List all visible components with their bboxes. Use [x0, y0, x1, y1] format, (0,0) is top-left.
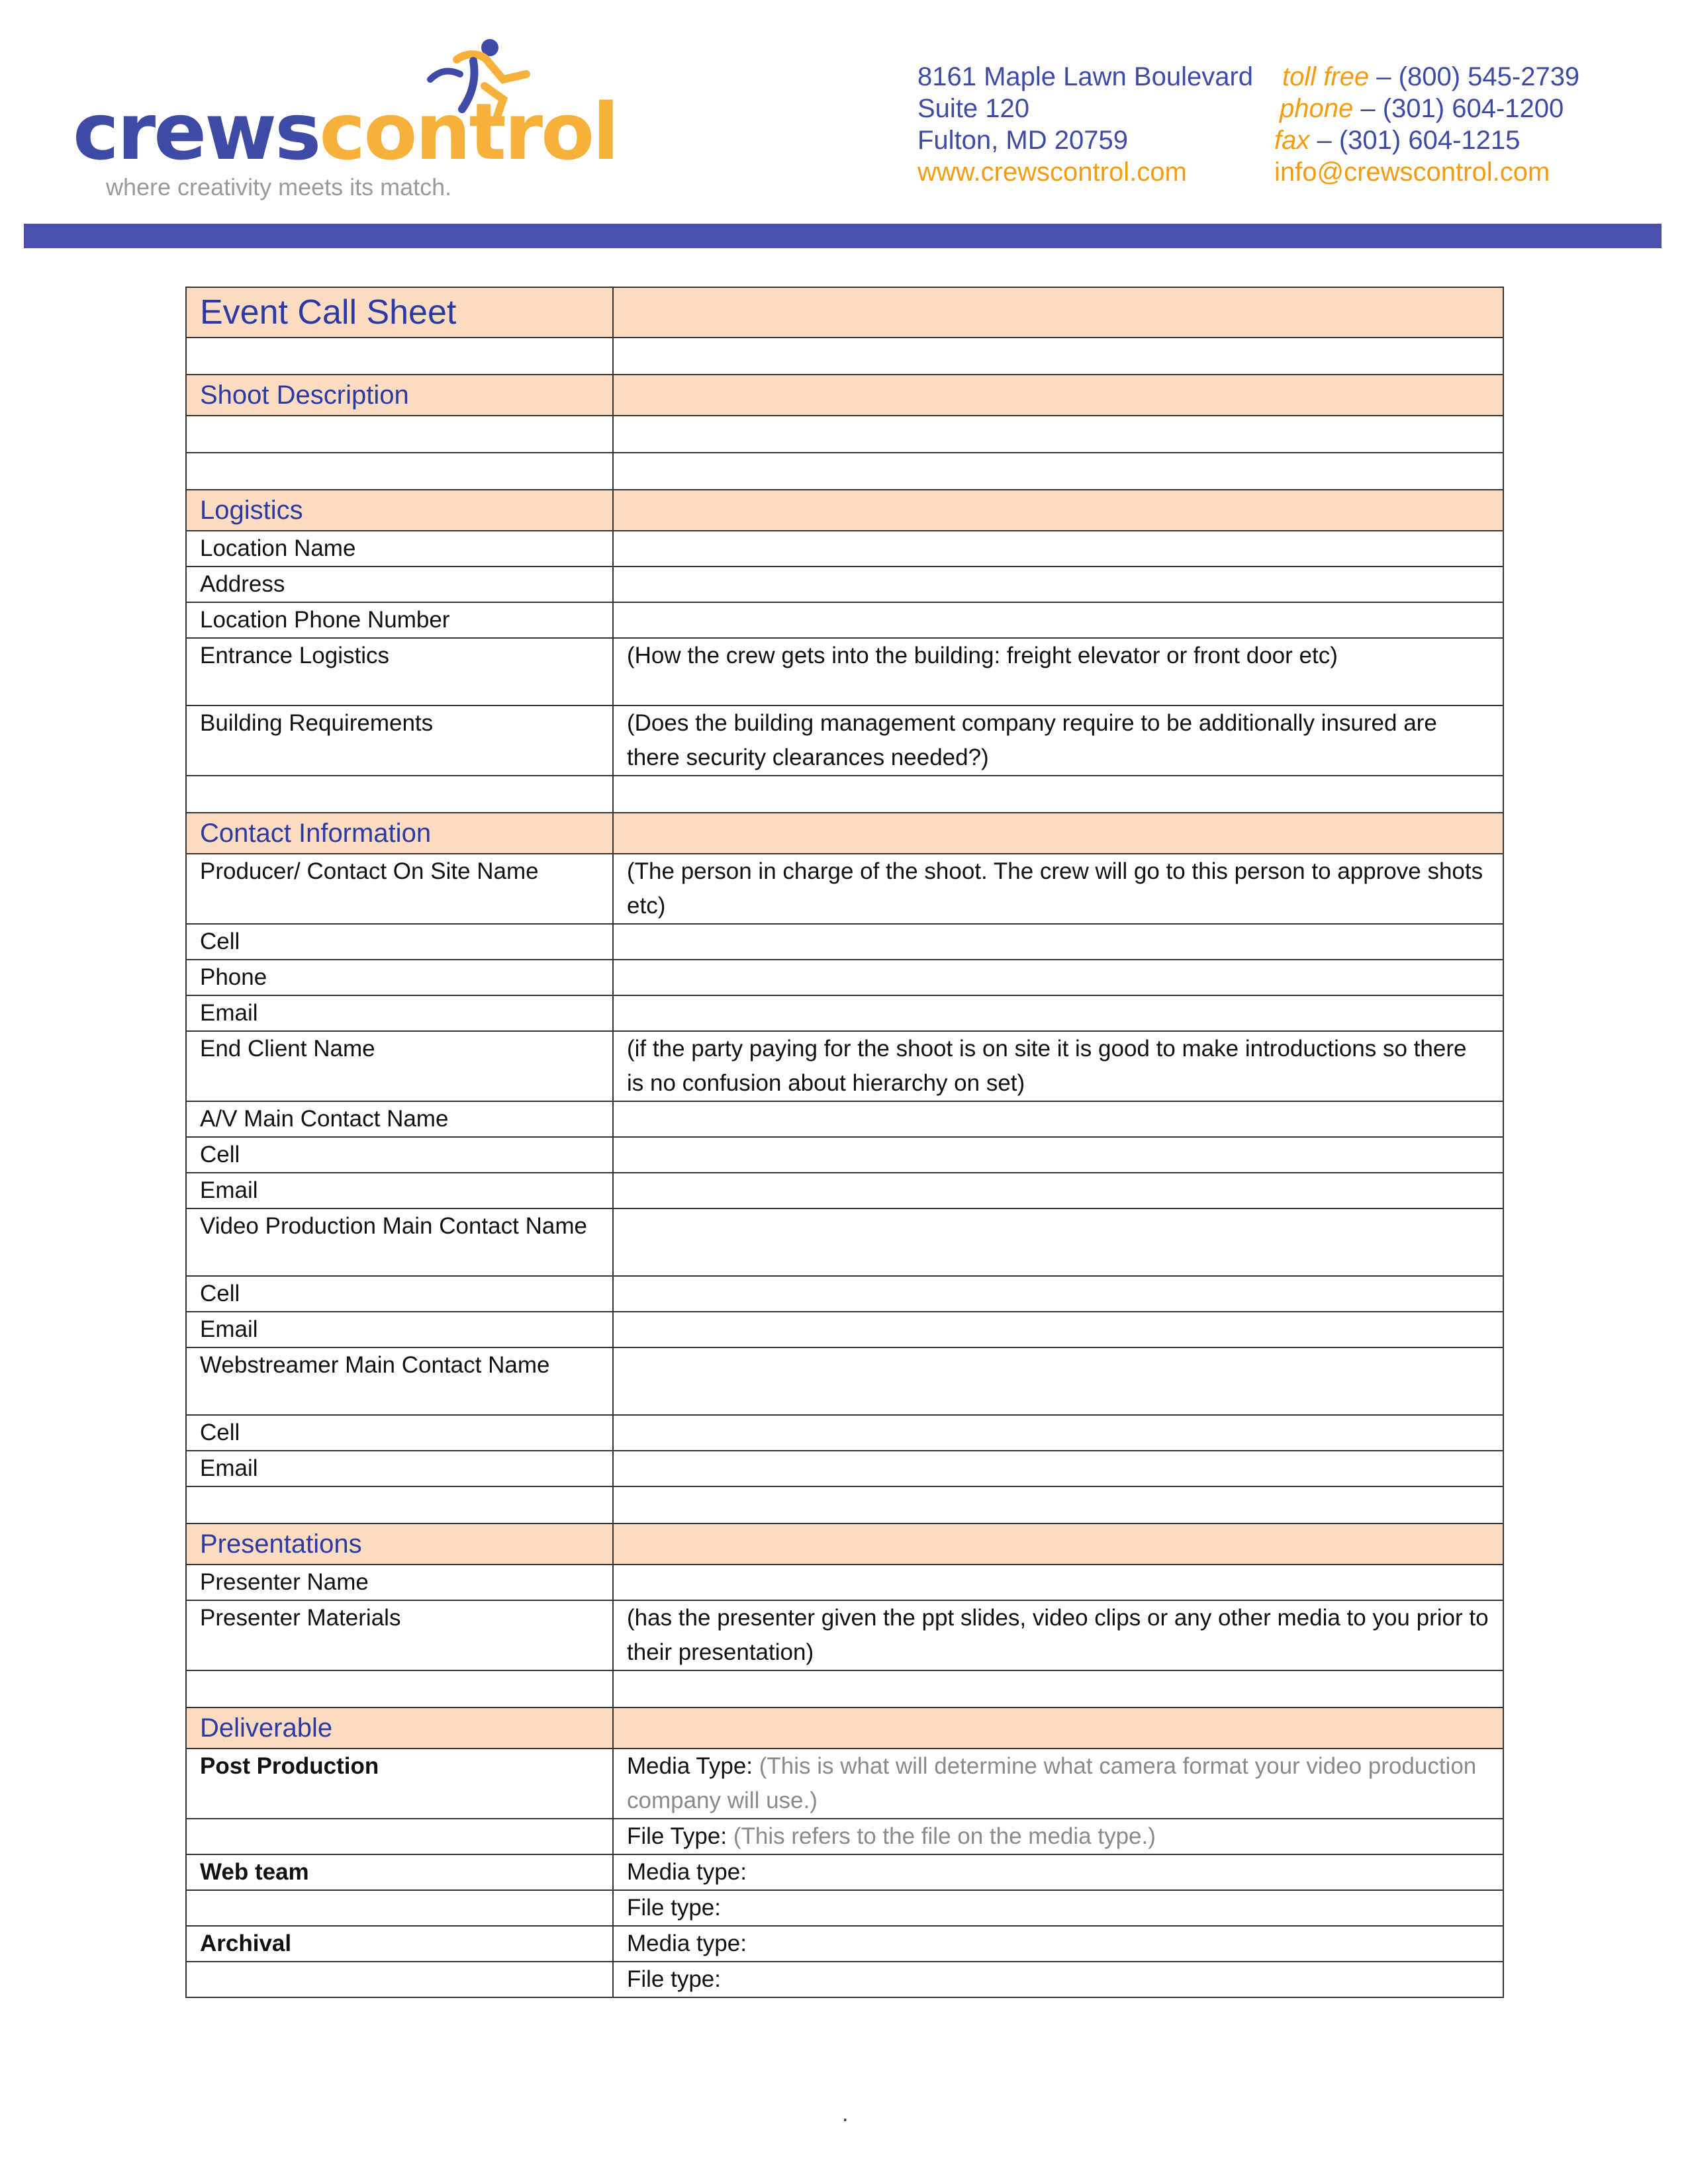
- logo-tagline: where creativity meets its match.: [106, 173, 452, 201]
- location-name-label: Location Name: [186, 531, 613, 567]
- header-divider: [24, 224, 1662, 248]
- section-heading-shoot: Shoot Description: [186, 375, 613, 416]
- table-row: [186, 1031, 1503, 1101]
- video-cell-field[interactable]: [613, 1276, 1503, 1312]
- website-link[interactable]: www.crewscontrol.com: [917, 158, 1187, 187]
- form-title: Event Call Sheet: [186, 287, 613, 338]
- section-fill-cell: [613, 1707, 1503, 1749]
- blank-cell[interactable]: [186, 776, 613, 813]
- video-cell-label: Cell: [186, 1276, 613, 1312]
- address-line2: Suite 120: [917, 94, 1030, 123]
- av-cell-label: Cell: [186, 1137, 613, 1173]
- av-contact-field[interactable]: [613, 1101, 1503, 1137]
- blank-cell[interactable]: [613, 1486, 1503, 1524]
- web-file-type-field[interactable]: File type:: [613, 1890, 1503, 1926]
- section-row-contact: [186, 813, 1503, 854]
- contact-block: [1274, 61, 1579, 188]
- table-row: [186, 1890, 1503, 1926]
- av-email-field[interactable]: [613, 1173, 1503, 1208]
- address-line1: 8161 Maple Lawn Boulevard: [917, 62, 1254, 91]
- blank-cell[interactable]: [186, 1819, 613, 1854]
- shoot-description-value[interactable]: [613, 416, 1503, 453]
- post-production-label: Post Production: [186, 1749, 613, 1819]
- blank-cell[interactable]: [186, 338, 613, 375]
- location-phone-field[interactable]: [613, 602, 1503, 638]
- section-row-logistics: [186, 490, 1503, 531]
- table-row: [186, 705, 1503, 776]
- fax-line: [1274, 124, 1579, 156]
- av-contact-label: A/V Main Contact Name: [186, 1101, 613, 1137]
- end-client-label: End Client Name: [186, 1031, 613, 1101]
- company-logo: [73, 33, 618, 205]
- section-row-presentations: [186, 1524, 1503, 1565]
- video-email-field[interactable]: [613, 1312, 1503, 1347]
- video-contact-label: Video Production Main Contact Name: [186, 1208, 613, 1276]
- webstreamer-cell-label: Cell: [186, 1415, 613, 1451]
- building-requirements-label: Building Requirements: [186, 705, 613, 776]
- blank-cell[interactable]: [186, 1486, 613, 1524]
- blank-row: [186, 416, 1503, 453]
- file-type-hint: (This refers to the file on the media type.): [727, 1823, 1156, 1849]
- entrance-logistics-field[interactable]: (How the crew gets into the building: freight elevator or front door etc): [613, 638, 1503, 705]
- web-media-type-field[interactable]: Media type:: [613, 1854, 1503, 1890]
- blank-row: [186, 1486, 1503, 1524]
- media-type-label: Media Type:: [627, 1753, 753, 1779]
- address-line3: Fulton, MD 20759: [917, 126, 1128, 155]
- phone-label: phone: [1280, 94, 1354, 123]
- section-heading-logistics: Logistics: [186, 490, 613, 531]
- blank-cell[interactable]: [186, 1962, 613, 1997]
- table-row: [186, 1347, 1503, 1415]
- blank-row: [186, 338, 1503, 375]
- archival-file-type-field[interactable]: File type:: [613, 1962, 1503, 1997]
- logo-word-crews: crews: [73, 86, 320, 177]
- producer-email-label: Email: [186, 995, 613, 1031]
- table-row: [186, 1451, 1503, 1486]
- blank-cell[interactable]: [613, 338, 1503, 375]
- fax-value: – (301) 604-1215: [1309, 126, 1521, 155]
- address-field[interactable]: [613, 567, 1503, 602]
- section-fill-cell: [613, 813, 1503, 854]
- webstreamer-cell-field[interactable]: [613, 1415, 1503, 1451]
- blank-cell[interactable]: [613, 1670, 1503, 1707]
- location-name-field[interactable]: [613, 531, 1503, 567]
- section-fill-cell: [613, 1524, 1503, 1565]
- webstreamer-email-label: Email: [186, 1451, 613, 1486]
- producer-contact-field[interactable]: (The person in charge of the shoot. The crew will go to this person to approve shots etc): [613, 854, 1503, 924]
- shoot-description-cell[interactable]: [186, 453, 613, 490]
- blank-row: [186, 1670, 1503, 1707]
- tollfree-value: – (800) 545-2739: [1369, 62, 1580, 91]
- shoot-description-cell[interactable]: [186, 416, 613, 453]
- presenter-materials-label: Presenter Materials: [186, 1600, 613, 1670]
- producer-phone-label: Phone: [186, 960, 613, 995]
- blank-cell[interactable]: [613, 776, 1503, 813]
- file-type-label: File Type:: [627, 1823, 727, 1849]
- presenter-name-label: Presenter Name: [186, 1565, 613, 1600]
- blank-row: [186, 453, 1503, 490]
- producer-contact-label: Producer/ Contact On Site Name: [186, 854, 613, 924]
- section-heading-deliverable: Deliverable: [186, 1707, 613, 1749]
- tollfree-label: toll free: [1282, 62, 1370, 91]
- section-heading-presentations: Presentations: [186, 1524, 613, 1565]
- producer-email-field[interactable]: [613, 995, 1503, 1031]
- table-row: [186, 1101, 1503, 1137]
- email-link[interactable]: info@crewscontrol.com: [1274, 158, 1550, 187]
- phone-line: [1280, 93, 1579, 124]
- shoot-description-value[interactable]: [613, 453, 1503, 490]
- address-block: [917, 61, 1253, 188]
- building-requirements-field[interactable]: (Does the building management company require to be additionally insured are there security clearances needed?): [613, 705, 1503, 776]
- table-row: [186, 995, 1503, 1031]
- blank-row: [186, 776, 1503, 813]
- table-row: [186, 854, 1503, 924]
- table-row: [186, 1962, 1503, 1997]
- call-sheet-table: [185, 287, 1504, 1998]
- table-row: [186, 1565, 1503, 1600]
- table-row: [186, 1208, 1503, 1276]
- table-row: [186, 1173, 1503, 1208]
- presenter-name-field[interactable]: [613, 1565, 1503, 1600]
- web-team-label: Web team: [186, 1854, 613, 1890]
- table-row: [186, 1600, 1503, 1670]
- video-contact-field[interactable]: [613, 1208, 1503, 1276]
- entrance-logistics-label: Entrance Logistics: [186, 638, 613, 705]
- table-row: [186, 1415, 1503, 1451]
- blank-cell[interactable]: [186, 1670, 613, 1707]
- table-row: [186, 1926, 1503, 1962]
- webstreamer-contact-label: Webstreamer Main Contact Name: [186, 1347, 613, 1415]
- title-row: [186, 287, 1503, 338]
- webstreamer-contact-field[interactable]: [613, 1347, 1503, 1415]
- section-fill-cell: [613, 375, 1503, 416]
- location-phone-label: Location Phone Number: [186, 602, 613, 638]
- archival-media-type-field[interactable]: Media type:: [613, 1926, 1503, 1962]
- producer-cell-field[interactable]: [613, 924, 1503, 960]
- logo-wordmark: [73, 86, 618, 177]
- presenter-materials-field[interactable]: (has the presenter given the ppt slides, video clips or any other media to you prior to their presentation): [613, 1600, 1503, 1670]
- section-fill-cell: [613, 490, 1503, 531]
- table-row: [186, 567, 1503, 602]
- webstreamer-email-field[interactable]: [613, 1451, 1503, 1486]
- section-row-shoot: [186, 375, 1503, 416]
- section-heading-contact: Contact Information: [186, 813, 613, 854]
- title-value-cell[interactable]: [613, 287, 1503, 338]
- blank-cell[interactable]: [186, 1890, 613, 1926]
- address-label: Address: [186, 567, 613, 602]
- table-row: [186, 924, 1503, 960]
- table-row: [186, 602, 1503, 638]
- av-cell-field[interactable]: [613, 1137, 1503, 1173]
- end-client-field[interactable]: (if the party paying for the shoot is on site it is good to make introductions so there is no confusion about hierarchy on set): [613, 1031, 1503, 1101]
- media-type-hint: (This is what will determine what camera format your video production company will use.): [627, 1753, 1477, 1813]
- footer-mark: .: [842, 2103, 849, 2126]
- fax-label: fax: [1274, 126, 1310, 155]
- logo-word-control: control: [319, 86, 618, 177]
- video-email-label: Email: [186, 1312, 613, 1347]
- table-row: [186, 1854, 1503, 1890]
- phone-value: – (301) 604-1200: [1353, 94, 1564, 123]
- post-media-type-field[interactable]: [613, 1749, 1503, 1819]
- table-row: [186, 1137, 1503, 1173]
- post-file-type-field[interactable]: [613, 1819, 1503, 1854]
- av-email-label: Email: [186, 1173, 613, 1208]
- section-row-deliverable: [186, 1707, 1503, 1749]
- archival-label: Archival: [186, 1926, 613, 1962]
- table-row: [186, 1819, 1503, 1854]
- producer-cell-label: Cell: [186, 924, 613, 960]
- producer-phone-field[interactable]: [613, 960, 1503, 995]
- table-row: [186, 960, 1503, 995]
- table-row: [186, 1749, 1503, 1819]
- table-row: [186, 638, 1503, 705]
- table-row: [186, 1276, 1503, 1312]
- table-row: [186, 531, 1503, 567]
- tollfree-line: [1282, 61, 1579, 93]
- table-row: [186, 1312, 1503, 1347]
